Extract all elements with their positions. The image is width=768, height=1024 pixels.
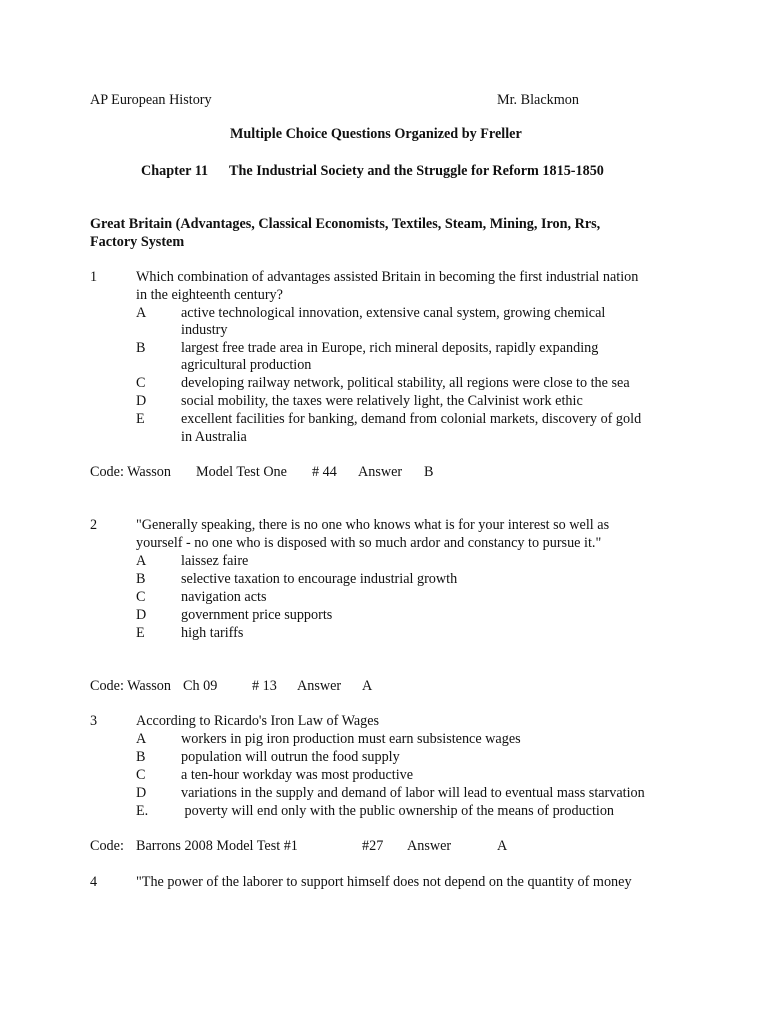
section-title-continued: Factory System — [90, 234, 185, 250]
choice-letter: B — [136, 749, 146, 765]
question-stem-continued: in the eighteenth century? — [136, 287, 283, 303]
choice-letter: D — [136, 393, 147, 409]
choice-text: developing railway network, political stability, all regions were close to the sea — [181, 375, 630, 391]
choice-letter: B — [136, 571, 146, 587]
code-item-number: # 44 — [312, 464, 337, 480]
answer-value: A — [362, 678, 373, 694]
code-item-number: # 13 — [252, 678, 277, 694]
code-label: Code: Wasson — [90, 678, 171, 694]
question-stem: "The power of the laborer to support himself does not depend on the quantity of money — [136, 874, 632, 890]
choice-text: government price supports — [181, 607, 333, 623]
teacher-name: Mr. Blackmon — [497, 92, 579, 108]
answer-label: Answer — [297, 678, 342, 694]
choice-text-continued: in Australia — [181, 429, 247, 445]
course-name: AP European History — [90, 92, 212, 108]
choice-letter: C — [136, 767, 146, 783]
choice-letter: E. — [136, 803, 149, 819]
choice-text: excellent facilities for banking, demand from colonial markets, discovery of gold — [181, 411, 642, 427]
answer-label: Answer — [407, 838, 452, 854]
code-label: Code: Wasson — [90, 464, 171, 480]
choice-letter: A — [136, 731, 147, 747]
choice-text: navigation acts — [181, 589, 267, 605]
choice-letter: C — [136, 375, 146, 391]
question-number: 2 — [90, 517, 98, 533]
choice-text: variations in the supply and demand of labor will lead to eventual mass starvation — [181, 785, 645, 801]
question-stem: "Generally speaking, there is no one who knows what is for your interest so well as — [136, 517, 610, 533]
choice-text: selective taxation to encourage industrial growth — [181, 571, 458, 587]
choice-text: largest free trade area in Europe, rich mineral deposits, rapidly expanding — [181, 340, 599, 356]
choice-letter: A — [136, 553, 147, 569]
choice-text: population will outrun the food supply — [181, 749, 400, 765]
document-title: Multiple Choice Questions Organized by Freller — [230, 126, 522, 142]
answer-value: A — [497, 838, 508, 854]
choice-text: laissez faire — [181, 553, 249, 569]
answer-value: B — [424, 464, 434, 480]
question-number: 4 — [90, 874, 98, 890]
choice-text: poverty will end only with the public ownership of the means of production — [181, 803, 615, 819]
choice-letter: E — [136, 625, 145, 641]
question-stem: According to Ricardo's Iron Law of Wages — [136, 713, 380, 729]
question-number: 3 — [90, 713, 98, 729]
code-item-number: #27 — [362, 838, 384, 854]
chapter-label: Chapter 11 — [141, 163, 209, 179]
question-stem: Which combination of advantages assisted Britain in becoming the first industrial nation — [136, 269, 639, 285]
choice-text-continued: agricultural production — [181, 357, 312, 373]
choice-letter: D — [136, 607, 147, 623]
question-number: 1 — [90, 269, 98, 285]
choice-letter: D — [136, 785, 147, 801]
choice-text: active technological innovation, extensive canal system, growing chemical — [181, 305, 606, 321]
code-label: Code: — [90, 838, 124, 854]
choice-letter: E — [136, 411, 145, 427]
choice-text: workers in pig iron production must earn subsistence wages — [181, 731, 521, 747]
choice-letter: A — [136, 305, 147, 321]
code-source: Ch 09 — [183, 678, 218, 694]
choice-text: a ten-hour workday was most productive — [181, 767, 414, 783]
answer-label: Answer — [358, 464, 403, 480]
section-title: Great Britain (Advantages, Classical Economists, Textiles, Steam, Mining, Iron, Rrs, — [90, 216, 601, 232]
choice-text: social mobility, the taxes were relatively light, the Calvinist work ethic — [181, 393, 583, 409]
question-stem-continued: yourself - no one who is disposed with so much ardor and constancy to pursue it." — [136, 535, 602, 551]
code-source: Model Test One — [196, 464, 287, 480]
choice-letter: B — [136, 340, 146, 356]
code-source: Barrons 2008 Model Test #1 — [136, 838, 298, 854]
choice-text: high tariffs — [181, 625, 244, 641]
chapter-title: The Industrial Society and the Struggle for Reform 1815-1850 — [229, 163, 604, 179]
choice-letter: C — [136, 589, 146, 605]
choice-text-continued: industry — [181, 322, 228, 338]
